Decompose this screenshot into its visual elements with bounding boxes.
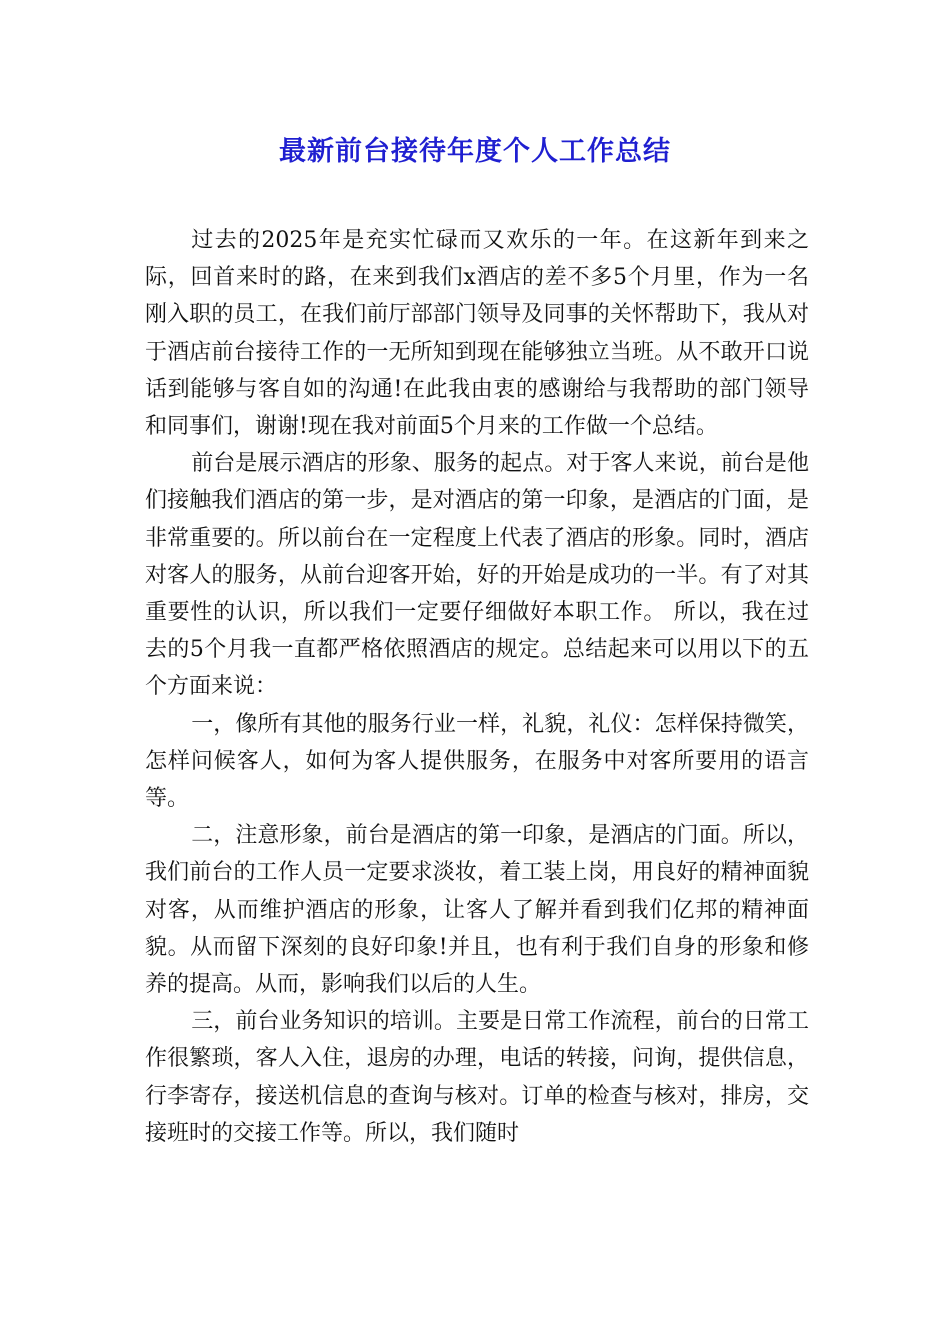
document-body: [145, 222, 809, 1152]
paragraph: 三，前台业务知识的培训。主要是日常工作流程，前台的日常工作很繁琐，客人入住，退房的办理，电话的转接，问询，提供信息，行李寄存，接送机信息的查询与核对。订单的检查与核对，排房，交接班时的交接工作等。所以，我们随时: [145, 1009, 809, 1146]
paragraph: 前台是展示酒店的形象、服务的起点。对于客人来说，前台是他们接触我们酒店的第一步，是对酒店的第一印象，是酒店的门面，是非常重要的。所以前台在一定程度上代表了酒店的形象。同时，酒店对客人的服务，从前台迎客开始，好的开始是成功的一半。有了对其重要性的认识，所以我们一定要仔细做好本职工作。 所以，我在过去的5个月我一直都严格依照酒店的规定。总结起来可以用以下的五个方面来说：: [145, 451, 809, 700]
paragraph: 一，像所有其他的服务行业一样，礼貌，礼仪：怎样保持微笑，怎样问候客人，如何为客人提供服务，在服务中对客所要用的语言等。: [145, 711, 809, 812]
paragraph: 二，注意形象，前台是酒店的第一印象，是酒店的门面。所以，我们前台的工作人员一定要求淡妆，着工装上岗，用良好的精神面貌对客，从而维护酒店的形象，让客人了解并看到我们亿邦的精神面貌。从而留下深刻的良好印象!并且，也有利于我们自身的形象和修养的提高。从而，影响我们以后的人生。: [145, 823, 809, 998]
paragraph: 过去的2025年是充实忙碌而又欢乐的一年。在这新年到来之际，回首来时的路，在来到我们x酒店的差不多5个月里，作为一名刚入职的员工，在我们前厅部部门领导及同事的关怀帮助下，我从对于酒店前台接待工作的一无所知到现在能够独立当班。从不敢开口说话到能够与客自如的沟通!在此我由衷的感谢给与我帮助的部门领导和同事们，谢谢!现在我对前面5个月来的工作做一个总结。: [145, 228, 809, 440]
document-title: 最新前台接待年度个人工作总结: [279, 136, 671, 167]
